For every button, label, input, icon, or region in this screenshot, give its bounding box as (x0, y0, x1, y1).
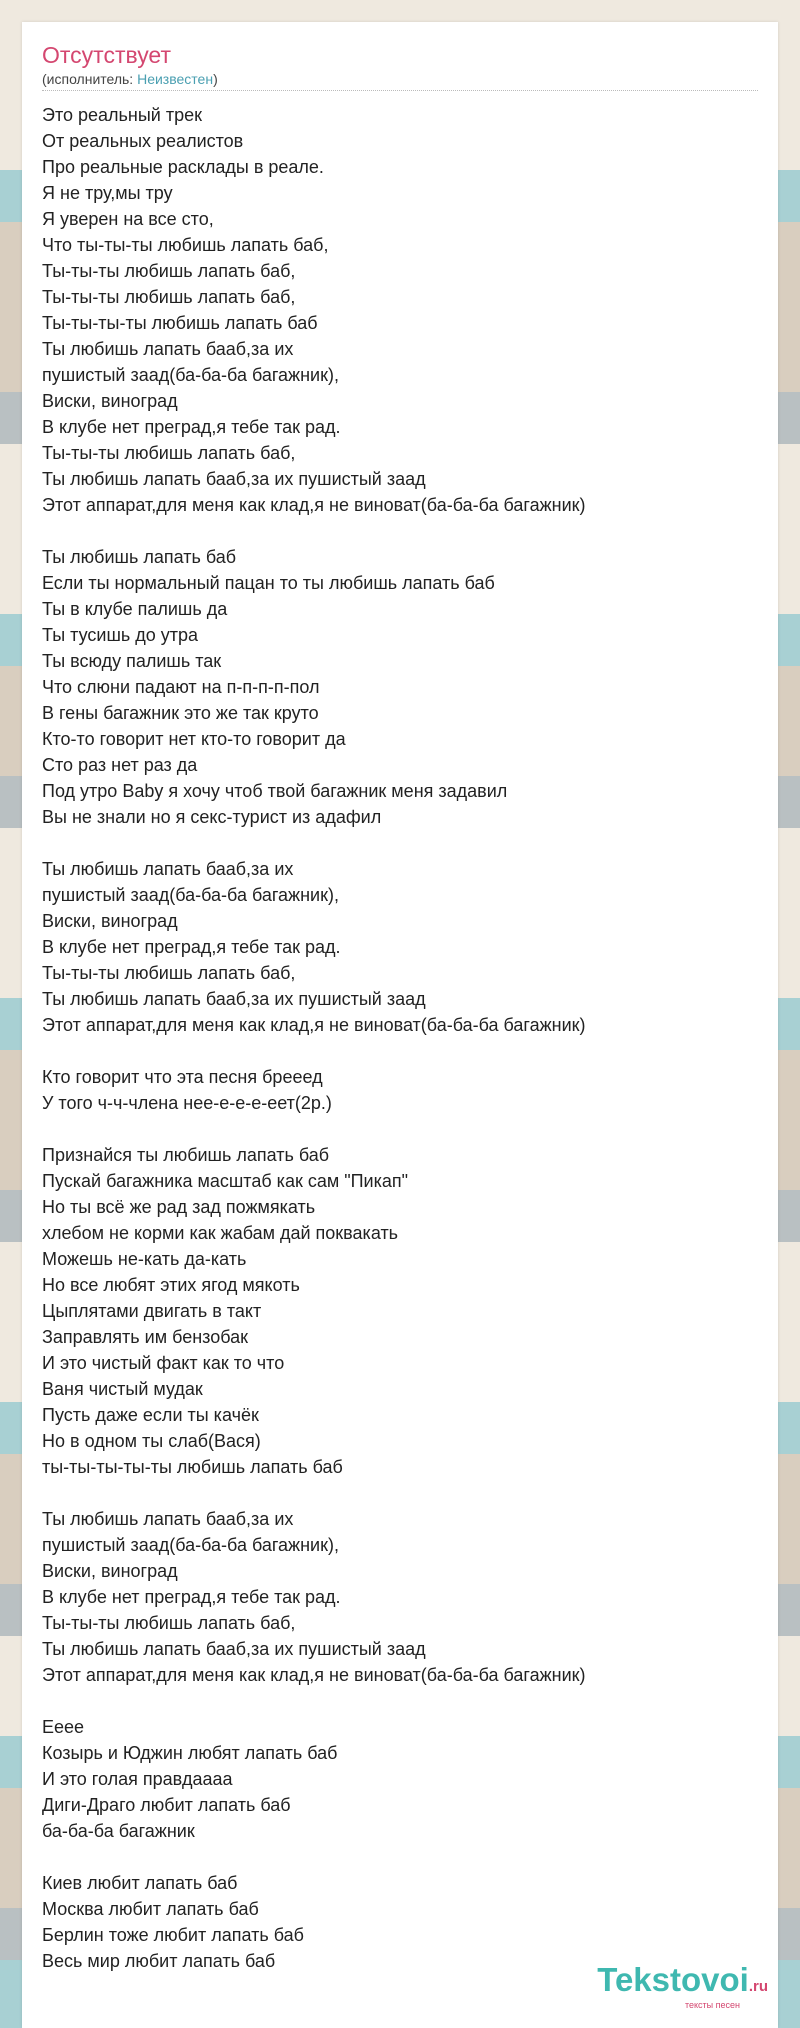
lyric-line: Ты любишь лапать бааб,за их (42, 339, 294, 359)
lyric-blank-line (42, 1038, 758, 1064)
lyric-line: У того ч-ч-члена нее-е-е-е-еет(2р.) (42, 1093, 332, 1113)
lyric-line: Я уверен на все сто, (42, 209, 214, 229)
lyric-line: Пусть даже если ты качёк (42, 1405, 259, 1425)
lyric-line: Ты-ты-ты любишь лапать баб, (42, 1613, 296, 1633)
logo-tagline: тексты песен (684, 2000, 740, 2010)
lyric-blank-line (42, 1116, 758, 1142)
lyric-line: Козырь и Юджин любят лапать баб (42, 1743, 338, 1763)
lyric-blank-line (42, 518, 758, 544)
artist-line (42, 70, 758, 91)
lyric-line: Можешь не-кать да-кать (42, 1249, 247, 1269)
lyric-line: Ты-ты-ты-ты любишь лапать баб (42, 313, 318, 333)
lyric-line: Ты любишь лапать бааб,за их (42, 859, 294, 879)
lyric-line: Киев любит лапать баб (42, 1873, 238, 1893)
lyric-blank-line (42, 1844, 758, 1870)
lyric-line: пушистый заад(ба-ба-ба багажник), (42, 1535, 339, 1555)
song-header (42, 40, 758, 91)
lyric-line: Виски, виноград (42, 911, 178, 931)
lyric-line: Но все любят этих ягод мякоть (42, 1275, 300, 1295)
logo-main-text: Tekstovoi (597, 1961, 749, 1998)
lyric-blank-line (42, 830, 758, 856)
lyric-line: Про реальные расклады в реале. (42, 157, 324, 177)
lyric-line: Ты-ты-ты любишь лапать баб, (42, 443, 296, 463)
lyric-line: Пускай багажника масштаб как сам "Пикап" (42, 1171, 409, 1191)
lyric-line: Ты-ты-ты любишь лапать баб, (42, 261, 296, 281)
lyric-line: Я не тру,мы тру (42, 183, 173, 203)
lyric-line: Ты-ты-ты любишь лапать баб, (42, 287, 296, 307)
lyric-line: Диги-Драго любит лапать баб (42, 1795, 291, 1815)
lyric-line: Ты любишь лапать бааб,за их пушистый заад (42, 989, 426, 1009)
lyric-line: Ты любишь лапать бааб,за их (42, 1509, 294, 1529)
lyric-line: Ты любишь лапать баб (42, 547, 237, 567)
lyric-line: Но ты всё же рад зад пожмякать (42, 1197, 316, 1217)
lyric-line: Ты всюду палишь так (42, 651, 222, 671)
lyric-blank-line (42, 1480, 758, 1506)
lyric-line: В клубе нет преград,я тебе так рад. (42, 937, 341, 957)
lyric-line: Что ты-ты-ты любишь лапать баб, (42, 235, 329, 255)
lyric-line: Этот аппарат,для меня как клад,я не виноват(ба-ба-ба багажник) (42, 1015, 586, 1035)
lyric-line: Ты любишь лапать бааб,за их пушистый заад (42, 1639, 426, 1659)
lyric-line: Сто раз нет раз да (42, 755, 198, 775)
lyric-line: Виски, виноград (42, 391, 178, 411)
lyric-line: Что слюни падают на п-п-п-п-пол (42, 677, 320, 697)
lyric-line: Этот аппарат,для меня как клад,я не виноват(ба-ба-ба багажник) (42, 1665, 586, 1685)
lyric-line: В клубе нет преград,я тебе так рад. (42, 417, 341, 437)
lyric-line: ба-ба-ба багажник (42, 1821, 195, 1841)
lyric-line: Ты тусишь до утра (42, 625, 199, 645)
lyric-line: Заправлять им бензобак (42, 1327, 249, 1347)
lyrics-body (42, 102, 758, 1974)
lyric-line: Ты в клубе палишь да (42, 599, 228, 619)
song-title: Отсутствует (42, 42, 171, 68)
lyrics-card (22, 22, 778, 2028)
lyric-line: Ееее (42, 1717, 85, 1737)
artist-prefix: (исполнитель: (42, 71, 138, 87)
lyric-line: Кто-то говорит нет кто-то говорит да (42, 729, 346, 749)
lyric-line: Ваня чистый мудак (42, 1379, 203, 1399)
artist-link[interactable]: Неизвестен (137, 71, 214, 87)
lyric-line: Под утро Baby я хочу чтоб твой багажник меня задавил (42, 781, 508, 801)
lyric-line: В клубе нет преград,я тебе так рад. (42, 1587, 341, 1607)
lyric-line: В гены багажник это же так круто (42, 703, 319, 723)
lyric-line: хлебом не корми как жабам дай поквакать (42, 1223, 399, 1243)
site-logo[interactable] (597, 1963, 768, 2010)
lyric-line: Кто говорит что эта песня брееед (42, 1067, 323, 1087)
artist-suffix: ) (213, 71, 218, 87)
lyric-line: Если ты нормальный пацан то ты любишь лапать баб (42, 573, 495, 593)
lyric-line: Этот аппарат,для меня как клад,я не виноват(ба-ба-ба багажник) (42, 495, 586, 515)
lyric-line: Вы не знали но я секс-турист из адафил (42, 807, 382, 827)
logo-domain-text: .ru (748, 1978, 768, 1995)
lyric-line: Берлин тоже любит лапать баб (42, 1925, 304, 1945)
lyric-line: Ты-ты-ты любишь лапать баб, (42, 963, 296, 983)
lyric-line: ты-ты-ты-ты-ты любишь лапать баб (42, 1457, 343, 1477)
lyric-line: пушистый заад(ба-ба-ба багажник), (42, 365, 339, 385)
lyric-blank-line (42, 1688, 758, 1714)
lyric-line: И это чистый факт как то что (42, 1353, 285, 1373)
lyric-line: Цыплятами двигать в такт (42, 1301, 262, 1321)
lyric-line: Москва любит лапать баб (42, 1899, 259, 1919)
lyric-line: Ты любишь лапать бааб,за их пушистый заад (42, 469, 426, 489)
lyric-line: Это реальный трек (42, 105, 202, 125)
lyric-line: Весь мир любит лапать баб (42, 1951, 276, 1971)
lyric-line: Признайся ты любишь лапать баб (42, 1145, 330, 1165)
lyric-line: Но в одном ты слаб(Вася) (42, 1431, 261, 1451)
lyric-line: пушистый заад(ба-ба-ба багажник), (42, 885, 339, 905)
lyric-line: От реальных реалистов (42, 131, 244, 151)
lyric-line: И это голая правдаааа (42, 1769, 233, 1789)
lyric-line: Виски, виноград (42, 1561, 178, 1581)
